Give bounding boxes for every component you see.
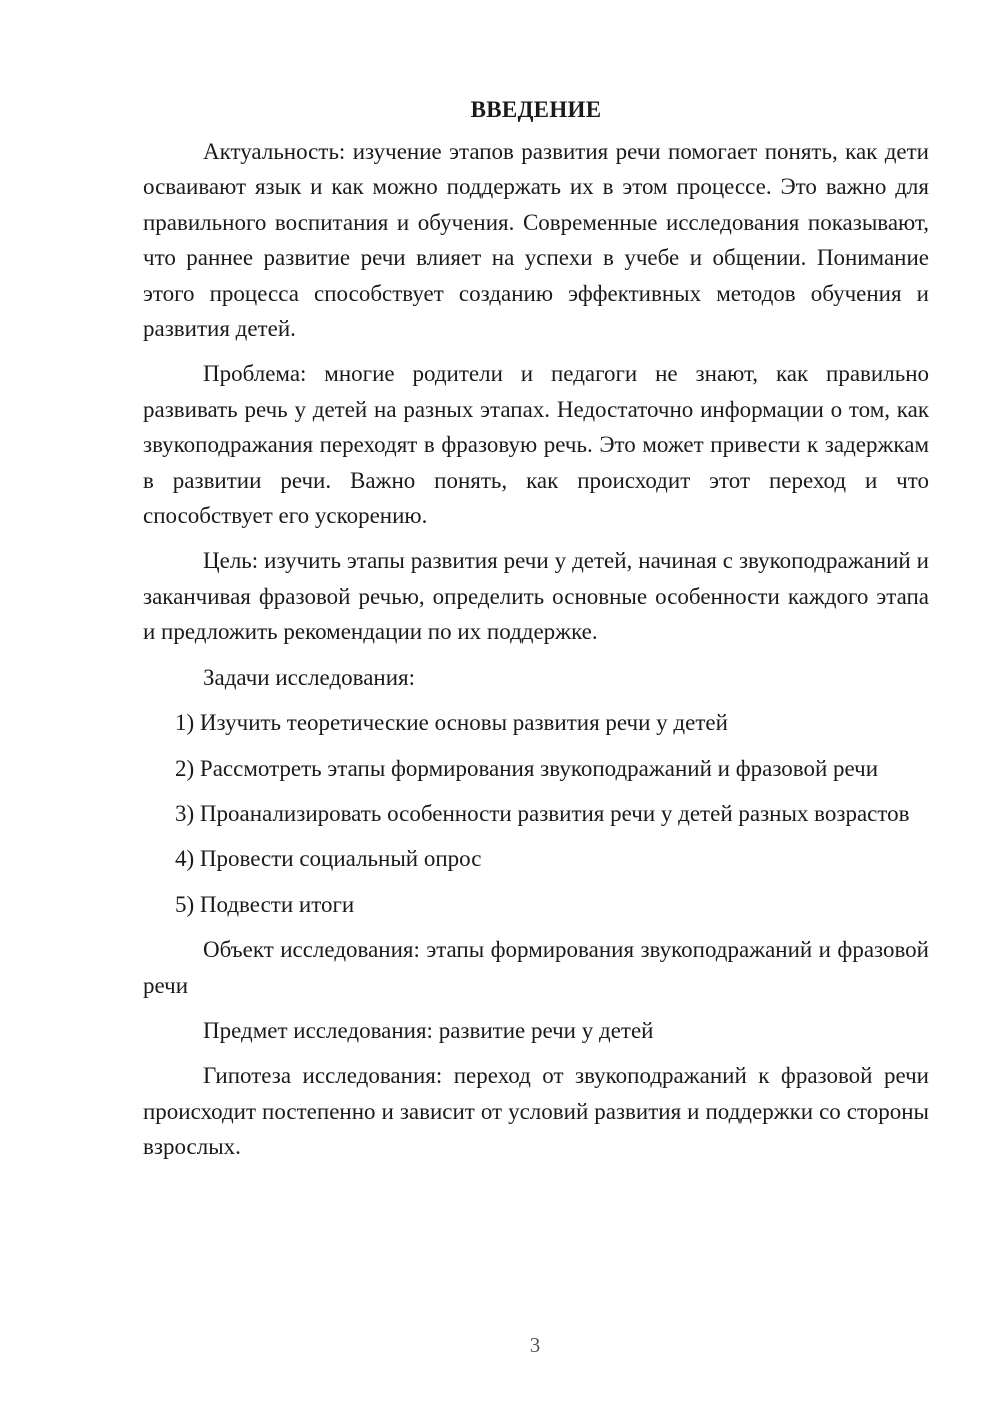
relevance-paragraph: Актуальность: изучение этапов развития речи помогает понять, как дети осваивают язык и как можно поддержать их в этом процессе. Это важно для правильного воспитания и обучения. Современные исследования показывают, что раннее развитие речи влияет на успехи в учебе и общении. Понимание этого процесса способствует созданию эффективных методов обучения и развития детей. [143, 139, 929, 342]
document-page [143, 92, 929, 1175]
page-title: ВВЕДЕНИЕ [470, 97, 602, 122]
research-object-paragraph: Объект исследования: этапы формирования звукоподражаний и фразовой речи [143, 937, 929, 998]
hypothesis-paragraph: Гипотеза исследования: переход от звукоподражаний к фразовой речи происходит постепенно и зависит от условий развития и поддержки со стороны взрослых. [143, 1063, 929, 1160]
goal-paragraph: Цель: изучить этапы развития речи у детей, начиная с звукоподражаний и заканчивая фразовой речью, определить основные особенности каждого этапа и предложить рекомендации по их поддержке. [143, 548, 929, 645]
problem-paragraph: Проблема: многие родители и педагоги не знают, как правильно развивать речь у детей на разных этапах. Недостаточно информации о том, как звукоподражания переходят в фразовую речь. Это может привести к задержкам в развитии речи. Важно понять, как происходит этот переход и что способствует его ускорению. [143, 361, 929, 529]
task-item: 5) Подвести итоги [175, 891, 355, 917]
page-number: 3 [529, 1333, 541, 1357]
task-item: 4) Провести социальный опрос [175, 846, 482, 872]
task-item: 3) Проанализировать особенности развития речи у детей разных возрастов [175, 800, 910, 826]
tasks-heading: Задачи исследования: [203, 664, 416, 690]
task-item: 1) Изучить теоретические основы развития речи у детей [175, 710, 728, 736]
research-subject-paragraph: Предмет исследования: развитие речи у детей [203, 1017, 654, 1043]
task-item: 2) Рассмотреть этапы формирования звукоподражаний и фразовой речи [175, 755, 879, 781]
